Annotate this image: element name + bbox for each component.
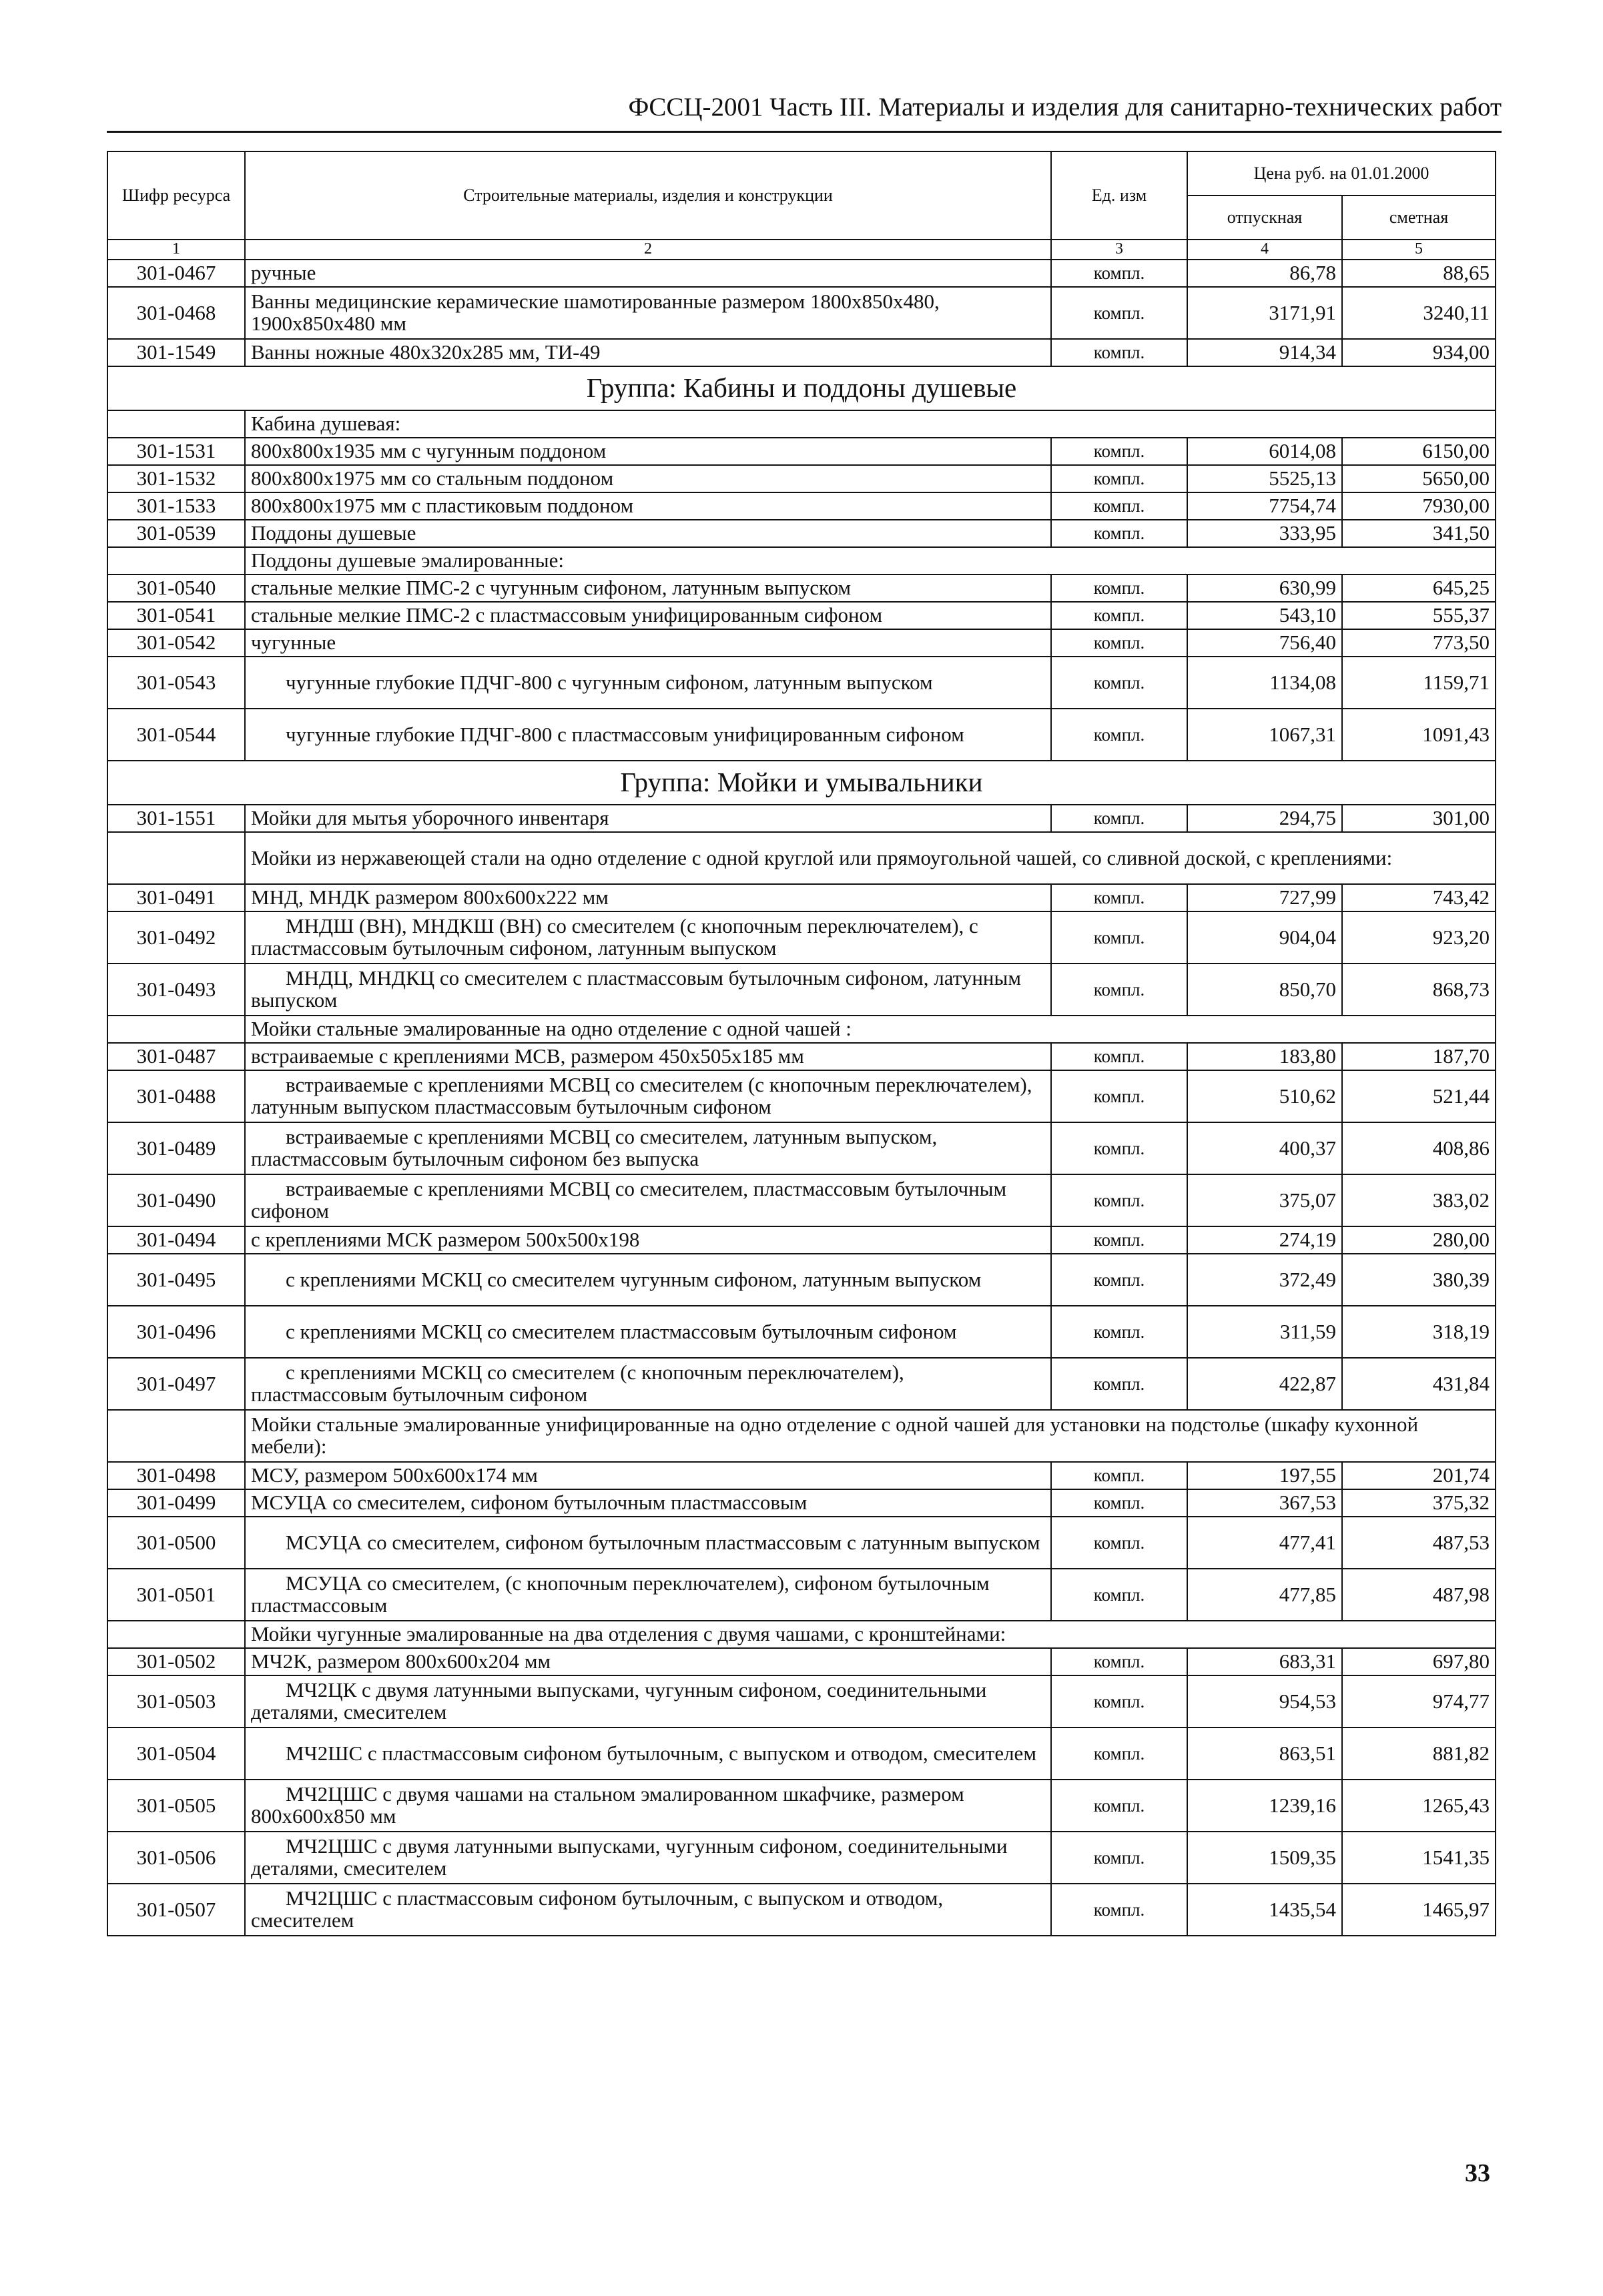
code-cell: 301-0489 xyxy=(107,1122,245,1174)
code-cell xyxy=(107,1621,245,1648)
price-release-cell: 630,99 xyxy=(1187,575,1342,602)
name-cell: 800x800x1975 мм со стальным поддоном xyxy=(245,465,1051,492)
price-release-cell: 1239,16 xyxy=(1187,1780,1342,1832)
price-estimate-cell: 555,37 xyxy=(1342,602,1496,629)
unit-cell: компл. xyxy=(1051,287,1187,339)
table-row xyxy=(107,339,1496,366)
price-release-cell: 86,78 xyxy=(1187,260,1342,287)
table-row xyxy=(107,1728,1496,1780)
table-row xyxy=(107,964,1496,1016)
price-release-cell: 477,85 xyxy=(1187,1569,1342,1621)
price-release-cell: 3171,91 xyxy=(1187,287,1342,339)
col-header-price-estimate: сметная xyxy=(1342,196,1496,240)
column-number: 4 xyxy=(1187,240,1342,260)
price-release-cell: 914,34 xyxy=(1187,339,1342,366)
code-cell: 301-0541 xyxy=(107,602,245,629)
subheading-row xyxy=(107,1016,1496,1043)
table-row xyxy=(107,884,1496,911)
code-cell: 301-0499 xyxy=(107,1489,245,1517)
page-number: 33 xyxy=(1465,2159,1490,2187)
col-header-price-release: отпускная xyxy=(1187,196,1342,240)
header-rule xyxy=(107,131,1502,133)
unit-cell: компл. xyxy=(1051,1675,1187,1728)
name-cell: МЧ2ЦК с двумя латунными выпусками, чугунным сифоном, соединительными деталями, смесителем xyxy=(245,1675,1051,1728)
code-cell xyxy=(107,410,245,438)
code-cell: 301-1533 xyxy=(107,492,245,520)
subheading-row xyxy=(107,410,1496,438)
table-row xyxy=(107,709,1496,761)
code-cell: 301-0492 xyxy=(107,911,245,964)
price-estimate-cell: 697,80 xyxy=(1342,1648,1496,1675)
group-heading: Группа: Мойки и умывальники xyxy=(107,761,1496,805)
name-cell: 800x800x1935 мм с чугунным поддоном xyxy=(245,438,1051,465)
table-row xyxy=(107,1780,1496,1832)
table-row xyxy=(107,657,1496,709)
code-cell: 301-0504 xyxy=(107,1728,245,1780)
price-estimate-cell: 375,32 xyxy=(1342,1489,1496,1517)
name-cell: с креплениями МСКЦ со смесителем пластмассовым бутылочным сифоном xyxy=(245,1306,1051,1358)
unit-cell: компл. xyxy=(1051,911,1187,964)
unit-cell: компл. xyxy=(1051,1174,1187,1226)
name-cell: МЧ2ЦШС с двумя чашами на стальном эмалированном шкафчике, размером 800x600x850 мм xyxy=(245,1780,1051,1832)
unit-cell: компл. xyxy=(1051,1122,1187,1174)
code-cell: 301-0488 xyxy=(107,1070,245,1122)
code-cell: 301-1532 xyxy=(107,465,245,492)
price-release-cell: 1435,54 xyxy=(1187,1884,1342,1936)
price-release-cell: 197,55 xyxy=(1187,1462,1342,1489)
col-header-price-group: Цена руб. на 01.01.2000 xyxy=(1187,151,1496,196)
price-release-cell: 6014,08 xyxy=(1187,438,1342,465)
price-release-cell: 294,75 xyxy=(1187,805,1342,832)
code-cell: 301-0498 xyxy=(107,1462,245,1489)
unit-cell: компл. xyxy=(1051,1569,1187,1621)
code-cell: 301-0539 xyxy=(107,520,245,547)
code-cell: 301-0494 xyxy=(107,1226,245,1254)
unit-cell: компл. xyxy=(1051,1254,1187,1306)
unit-cell: компл. xyxy=(1051,1043,1187,1070)
price-estimate-cell: 201,74 xyxy=(1342,1462,1496,1489)
column-number: 2 xyxy=(245,240,1051,260)
name-cell: Поддоны душевые xyxy=(245,520,1051,547)
code-cell: 301-0544 xyxy=(107,709,245,761)
unit-cell: компл. xyxy=(1051,1306,1187,1358)
table-row xyxy=(107,602,1496,629)
col-header-name: Строительные материалы, изделия и конструкции xyxy=(245,151,1051,240)
subheading-row xyxy=(107,1621,1496,1648)
price-estimate-cell: 7930,00 xyxy=(1342,492,1496,520)
price-estimate-cell: 868,73 xyxy=(1342,964,1496,1016)
name-cell: Ванны ножные 480x320x285 мм, ТИ-49 xyxy=(245,339,1051,366)
price-release-cell: 543,10 xyxy=(1187,602,1342,629)
name-cell: МЧ2ЦШС с пластмассовым сифоном бутылочным, с выпуском и отводом, смесителем xyxy=(245,1884,1051,1936)
table-row xyxy=(107,1462,1496,1489)
unit-cell: компл. xyxy=(1051,1780,1187,1832)
name-cell: ручные xyxy=(245,260,1051,287)
name-cell: МНДШ (ВН), МНДКШ (ВН) со смесителем (с кнопочным переключателем), с пластмассовым бутылочным сифоном, латунным выпуском xyxy=(245,911,1051,964)
table-row xyxy=(107,805,1496,832)
price-estimate-cell: 187,70 xyxy=(1342,1043,1496,1070)
table-row xyxy=(107,575,1496,602)
name-cell: МЧ2ШС с пластмассовым сифоном бутылочным, с выпуском и отводом, смесителем xyxy=(245,1728,1051,1780)
code-cell: 301-1551 xyxy=(107,805,245,832)
code-cell: 301-0487 xyxy=(107,1043,245,1070)
unit-cell: компл. xyxy=(1051,657,1187,709)
price-estimate-cell: 6150,00 xyxy=(1342,438,1496,465)
page-header: ФССЦ-2001 Часть III. Материалы и изделия для санитарно-технических работ xyxy=(628,93,1502,121)
price-release-cell: 372,49 xyxy=(1187,1254,1342,1306)
name-cell: чугунные глубокие ПДЧГ-800 с пластмассовым унифицированным сифоном xyxy=(245,709,1051,761)
subheading-text: Мойки из нержавеющей стали на одно отделение с одной круглой или прямоугольной чашей, со сливной доской, с креплениями: xyxy=(245,832,1496,884)
code-cell: 301-1531 xyxy=(107,438,245,465)
code-cell: 301-0501 xyxy=(107,1569,245,1621)
column-number: 3 xyxy=(1051,240,1187,260)
unit-cell: компл. xyxy=(1051,1070,1187,1122)
code-cell xyxy=(107,1410,245,1462)
table-row xyxy=(107,1832,1496,1884)
unit-cell: компл. xyxy=(1051,602,1187,629)
code-cell: 301-0491 xyxy=(107,884,245,911)
unit-cell: компл. xyxy=(1051,492,1187,520)
price-estimate-cell: 431,84 xyxy=(1342,1358,1496,1410)
price-release-cell: 954,53 xyxy=(1187,1675,1342,1728)
code-cell: 301-0502 xyxy=(107,1648,245,1675)
price-estimate-cell: 1159,71 xyxy=(1342,657,1496,709)
column-number-row xyxy=(107,240,1496,260)
name-cell: МСУЦА со смесителем, (с кнопочным переключателем), сифоном бутылочным пластмассовым xyxy=(245,1569,1051,1621)
code-cell: 301-0468 xyxy=(107,287,245,339)
table-row xyxy=(107,1306,1496,1358)
code-cell: 301-0540 xyxy=(107,575,245,602)
price-release-cell: 375,07 xyxy=(1187,1174,1342,1226)
subheading-row xyxy=(107,547,1496,575)
unit-cell: компл. xyxy=(1051,709,1187,761)
unit-cell: компл. xyxy=(1051,1832,1187,1884)
code-cell: 301-0542 xyxy=(107,629,245,657)
name-cell: встраиваемые с креплениями МСВ, размером 450x505x185 мм xyxy=(245,1043,1051,1070)
table-row xyxy=(107,1675,1496,1728)
price-table xyxy=(107,151,1496,1936)
price-estimate-cell: 487,98 xyxy=(1342,1569,1496,1621)
unit-cell: компл. xyxy=(1051,575,1187,602)
unit-cell: компл. xyxy=(1051,438,1187,465)
code-cell: 301-0497 xyxy=(107,1358,245,1410)
price-estimate-cell: 923,20 xyxy=(1342,911,1496,964)
code-cell: 301-0506 xyxy=(107,1832,245,1884)
price-release-cell: 274,19 xyxy=(1187,1226,1342,1254)
column-number: 1 xyxy=(107,240,245,260)
name-cell: чугунные xyxy=(245,629,1051,657)
price-estimate-cell: 383,02 xyxy=(1342,1174,1496,1226)
price-release-cell: 1067,31 xyxy=(1187,709,1342,761)
unit-cell: компл. xyxy=(1051,1462,1187,1489)
name-cell: МЧ2ЦШС с двумя латунными выпусками, чугунным сифоном, соединительными деталями, смесителем xyxy=(245,1832,1051,1884)
table-row xyxy=(107,1517,1496,1569)
name-cell: стальные мелкие ПМС-2 с чугунным сифоном, латунным выпуском xyxy=(245,575,1051,602)
code-cell: 301-1549 xyxy=(107,339,245,366)
unit-cell: компл. xyxy=(1051,805,1187,832)
code-cell xyxy=(107,547,245,575)
subheading-text: Кабина душевая: xyxy=(245,410,1496,438)
name-cell: встраиваемые с креплениями МСВЦ со смесителем (с кнопочным переключателем), латунным выпуском пластмассовым бутылочным сифоном xyxy=(245,1070,1051,1122)
subheading-text: Мойки стальные эмалированные унифицированные на одно отделение с одной чашей для установки на подстолье (шкафу кухонной мебели): xyxy=(245,1410,1496,1462)
unit-cell: компл. xyxy=(1051,1517,1187,1569)
price-estimate-cell: 1265,43 xyxy=(1342,1780,1496,1832)
price-release-cell: 333,95 xyxy=(1187,520,1342,547)
table-row xyxy=(107,1043,1496,1070)
price-release-cell: 1509,35 xyxy=(1187,1832,1342,1884)
price-estimate-cell: 3240,11 xyxy=(1342,287,1496,339)
col-header-code: Шифр ресурса xyxy=(107,151,245,240)
unit-cell: компл. xyxy=(1051,260,1187,287)
name-cell: чугунные глубокие ПДЧГ-800 с чугунным сифоном, латунным выпуском xyxy=(245,657,1051,709)
group-heading-row xyxy=(107,761,1496,805)
unit-cell: компл. xyxy=(1051,964,1187,1016)
unit-cell: компл. xyxy=(1051,884,1187,911)
table-row xyxy=(107,492,1496,520)
table-row xyxy=(107,1569,1496,1621)
name-cell: Мойки для мытья уборочного инвентаря xyxy=(245,805,1051,832)
table-row xyxy=(107,260,1496,287)
subheading-text: Мойки чугунные эмалированные на два отделения с двумя чашами, с кронштейнами: xyxy=(245,1621,1496,1648)
price-release-cell: 756,40 xyxy=(1187,629,1342,657)
price-estimate-cell: 88,65 xyxy=(1342,260,1496,287)
price-release-cell: 400,37 xyxy=(1187,1122,1342,1174)
table-row xyxy=(107,1489,1496,1517)
price-estimate-cell: 934,00 xyxy=(1342,339,1496,366)
table-row xyxy=(107,1358,1496,1410)
table-row xyxy=(107,911,1496,964)
unit-cell: компл. xyxy=(1051,1648,1187,1675)
price-release-cell: 850,70 xyxy=(1187,964,1342,1016)
price-estimate-cell: 743,42 xyxy=(1342,884,1496,911)
name-cell: с креплениями МСК размером 500x500x198 xyxy=(245,1226,1051,1254)
price-estimate-cell: 773,50 xyxy=(1342,629,1496,657)
price-estimate-cell: 318,19 xyxy=(1342,1306,1496,1358)
table-row xyxy=(107,1884,1496,1936)
unit-cell: компл. xyxy=(1051,1358,1187,1410)
unit-cell: компл. xyxy=(1051,339,1187,366)
code-cell xyxy=(107,832,245,884)
price-estimate-cell: 5650,00 xyxy=(1342,465,1496,492)
unit-cell: компл. xyxy=(1051,520,1187,547)
name-cell: с креплениями МСКЦ со смесителем чугунным сифоном, латунным выпуском xyxy=(245,1254,1051,1306)
table-row xyxy=(107,465,1496,492)
price-release-cell: 510,62 xyxy=(1187,1070,1342,1122)
price-release-cell: 863,51 xyxy=(1187,1728,1342,1780)
table-row xyxy=(107,438,1496,465)
price-estimate-cell: 341,50 xyxy=(1342,520,1496,547)
code-cell: 301-0505 xyxy=(107,1780,245,1832)
subheading-row xyxy=(107,832,1496,884)
name-cell: МСУЦА со смесителем, сифоном бутылочным пластмассовым xyxy=(245,1489,1051,1517)
name-cell: встраиваемые с креплениями МСВЦ со смесителем, латунным выпуском, пластмассовым бутылочным сифоном без выпуска xyxy=(245,1122,1051,1174)
subheading-row xyxy=(107,1410,1496,1462)
column-number: 5 xyxy=(1342,240,1496,260)
code-cell: 301-0496 xyxy=(107,1306,245,1358)
unit-cell: компл. xyxy=(1051,1226,1187,1254)
price-estimate-cell: 881,82 xyxy=(1342,1728,1496,1780)
code-cell: 301-0500 xyxy=(107,1517,245,1569)
price-release-cell: 904,04 xyxy=(1187,911,1342,964)
price-release-cell: 367,53 xyxy=(1187,1489,1342,1517)
table-row xyxy=(107,287,1496,339)
price-estimate-cell: 487,53 xyxy=(1342,1517,1496,1569)
price-estimate-cell: 1541,35 xyxy=(1342,1832,1496,1884)
table-row xyxy=(107,1174,1496,1226)
price-release-cell: 683,31 xyxy=(1187,1648,1342,1675)
table-row xyxy=(107,1070,1496,1122)
table-row xyxy=(107,629,1496,657)
price-release-cell: 5525,13 xyxy=(1187,465,1342,492)
table-body xyxy=(107,260,1496,1936)
group-heading-row xyxy=(107,366,1496,410)
price-release-cell: 477,41 xyxy=(1187,1517,1342,1569)
price-estimate-cell: 1091,43 xyxy=(1342,709,1496,761)
code-cell: 301-0503 xyxy=(107,1675,245,1728)
price-estimate-cell: 974,77 xyxy=(1342,1675,1496,1728)
price-estimate-cell: 1465,97 xyxy=(1342,1884,1496,1936)
col-header-unit: Ед. изм xyxy=(1051,151,1187,240)
price-release-cell: 422,87 xyxy=(1187,1358,1342,1410)
table-row xyxy=(107,1122,1496,1174)
name-cell: МНД, МНДК размером 800x600x222 мм xyxy=(245,884,1051,911)
price-release-cell: 7754,74 xyxy=(1187,492,1342,520)
price-estimate-cell: 301,00 xyxy=(1342,805,1496,832)
price-release-cell: 311,59 xyxy=(1187,1306,1342,1358)
price-estimate-cell: 380,39 xyxy=(1342,1254,1496,1306)
unit-cell: компл. xyxy=(1051,629,1187,657)
code-cell: 301-0490 xyxy=(107,1174,245,1226)
price-estimate-cell: 408,86 xyxy=(1342,1122,1496,1174)
subheading-text: Поддоны душевые эмалированные: xyxy=(245,547,1496,575)
unit-cell: компл. xyxy=(1051,465,1187,492)
group-heading: Группа: Кабины и поддоны душевые xyxy=(107,366,1496,410)
price-estimate-cell: 645,25 xyxy=(1342,575,1496,602)
code-cell: 301-0543 xyxy=(107,657,245,709)
name-cell: встраиваемые с креплениями МСВЦ со смесителем, пластмассовым бутылочным сифоном xyxy=(245,1174,1051,1226)
table-row xyxy=(107,1254,1496,1306)
code-cell: 301-0493 xyxy=(107,964,245,1016)
name-cell: 800x800x1975 мм с пластиковым поддоном xyxy=(245,492,1051,520)
table-row xyxy=(107,1226,1496,1254)
price-release-cell: 727,99 xyxy=(1187,884,1342,911)
price-estimate-cell: 280,00 xyxy=(1342,1226,1496,1254)
table-row xyxy=(107,1648,1496,1675)
unit-cell: компл. xyxy=(1051,1728,1187,1780)
name-cell: МСУЦА со смесителем, сифоном бутылочным пластмассовым с латунным выпуском xyxy=(245,1517,1051,1569)
table-header-row xyxy=(107,151,1496,196)
code-cell xyxy=(107,1016,245,1043)
name-cell: МСУ, размером 500x600x174 мм xyxy=(245,1462,1051,1489)
code-cell: 301-0507 xyxy=(107,1884,245,1936)
name-cell: МНДЦ, МНДКЦ со смесителем с пластмассовым бутылочным сифоном, латунным выпуском xyxy=(245,964,1051,1016)
table-row xyxy=(107,520,1496,547)
name-cell: стальные мелкие ПМС-2 с пластмассовым унифицированным сифоном xyxy=(245,602,1051,629)
price-estimate-cell: 521,44 xyxy=(1342,1070,1496,1122)
price-release-cell: 1134,08 xyxy=(1187,657,1342,709)
code-cell: 301-0467 xyxy=(107,260,245,287)
unit-cell: компл. xyxy=(1051,1489,1187,1517)
code-cell: 301-0495 xyxy=(107,1254,245,1306)
unit-cell: компл. xyxy=(1051,1884,1187,1936)
price-release-cell: 183,80 xyxy=(1187,1043,1342,1070)
subheading-text: Мойки стальные эмалированные на одно отделение с одной чашей : xyxy=(245,1016,1496,1043)
name-cell: Ванны медицинские керамические шамотированные размером 1800x850x480, 1900x850x480 мм xyxy=(245,287,1051,339)
name-cell: МЧ2К, размером 800x600x204 мм xyxy=(245,1648,1051,1675)
name-cell: с креплениями МСКЦ со смесителем (с кнопочным переключателем), пластмассовым бутылочным сифоном xyxy=(245,1358,1051,1410)
